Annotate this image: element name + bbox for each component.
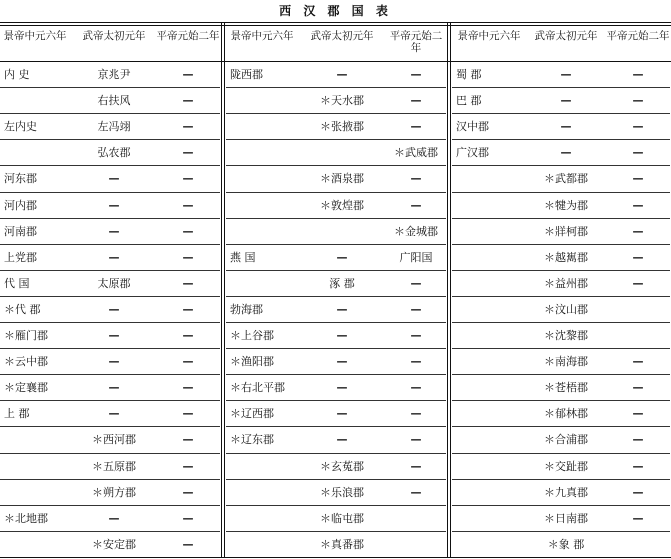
table-cell: — xyxy=(336,302,348,316)
table-cell: 弘农郡 xyxy=(97,146,131,160)
table-cell: — xyxy=(410,433,422,447)
table-cell: ＊右北平郡 xyxy=(230,381,285,395)
table-cell: ＊天水郡 xyxy=(320,94,364,108)
table-cell: ＊张掖郡 xyxy=(320,120,364,134)
table-cell: ＊辽东郡 xyxy=(230,433,274,447)
table-cell: — xyxy=(108,329,120,342)
table-cell: — xyxy=(182,459,194,473)
table-cell: 上 郡 xyxy=(4,407,30,421)
header-cell: 平帝元始二年 xyxy=(606,30,670,42)
table-cell: 上党郡 xyxy=(4,250,37,264)
table-cell: ＊临屯郡 xyxy=(320,511,364,525)
table-cell: — xyxy=(108,172,120,186)
table-cell: ＊郁林郡 xyxy=(544,407,588,421)
table-cell: ＊雁门郡 xyxy=(4,329,48,342)
table-cell: — xyxy=(108,198,120,212)
table-cell: ＊酒泉郡 xyxy=(320,172,364,186)
table-cell: — xyxy=(632,198,644,212)
table-cell: ＊益州郡 xyxy=(544,276,588,290)
table-cell: — xyxy=(632,407,644,421)
table-cell: ＊越嶲郡 xyxy=(544,250,588,264)
table-cell: — xyxy=(560,120,572,134)
header-cell: 景帝中元六年 xyxy=(230,30,294,42)
block-separator xyxy=(450,22,451,558)
table-cell: — xyxy=(182,355,194,369)
table-cell: — xyxy=(182,407,194,421)
table-cell: ＊辽西郡 xyxy=(230,407,274,421)
table-cell: — xyxy=(336,250,348,264)
table-cell: — xyxy=(410,68,422,81)
table-cell: 河南郡 xyxy=(4,224,37,238)
table-cell: 左冯翊 xyxy=(97,120,131,134)
table-cell: — xyxy=(182,94,194,108)
table-cell: — xyxy=(182,511,194,525)
table-title: 西 汉 郡 国 表 xyxy=(279,4,392,18)
table-cell: — xyxy=(108,224,120,238)
table-cell: — xyxy=(182,302,194,316)
row-rule xyxy=(226,557,446,558)
table-cell: — xyxy=(336,329,348,342)
table-cell: — xyxy=(336,407,348,421)
table-cell: — xyxy=(182,120,194,134)
table-cell: ＊云中郡 xyxy=(4,355,48,369)
block-separator xyxy=(447,22,448,558)
table-top-rule xyxy=(0,22,671,23)
table-cell: — xyxy=(108,355,120,369)
table-cell: — xyxy=(410,120,422,134)
table-cell: — xyxy=(410,172,422,186)
table-cell: ＊金城郡 xyxy=(394,224,438,238)
table-cell: ＊定襄郡 xyxy=(4,381,48,395)
table-cell: — xyxy=(632,459,644,473)
table-cell: ＊朔方郡 xyxy=(92,485,136,499)
table-cell: — xyxy=(632,224,644,238)
table-cell: ＊交趾郡 xyxy=(544,459,588,473)
header-cell: 景帝中元六年 xyxy=(457,30,521,42)
table-cell: — xyxy=(632,146,644,160)
table-cell: — xyxy=(632,172,644,186)
header-cell: 武帝太初元年 xyxy=(310,30,374,42)
table-cell: — xyxy=(410,302,422,316)
table-cell: — xyxy=(336,381,348,395)
table-cell: ＊苍梧郡 xyxy=(544,381,588,395)
table-cell: 太原郡 xyxy=(97,276,131,290)
table-cell: 蜀 郡 xyxy=(456,68,482,81)
table-cell: — xyxy=(410,198,422,212)
table-cell: — xyxy=(336,433,348,447)
table-cell: — xyxy=(632,94,644,108)
row-rule xyxy=(452,557,670,558)
table-cell: ＊武威郡 xyxy=(394,146,438,160)
table-cell: ＊合浦郡 xyxy=(544,433,588,447)
table-cell: ＊真番郡 xyxy=(320,537,364,551)
block-separator xyxy=(224,22,225,558)
table-cell: — xyxy=(336,355,348,369)
table-cell: — xyxy=(632,250,644,264)
table-cell: ＊敦煌郡 xyxy=(320,198,364,212)
table-cell: — xyxy=(182,198,194,212)
header-cell: 武帝太初元年 xyxy=(534,30,598,42)
table-cell: 左内史 xyxy=(4,120,37,134)
table-cell: — xyxy=(632,276,644,290)
table-cell: ＊代 郡 xyxy=(4,302,41,316)
table-cell: — xyxy=(182,224,194,238)
table-cell: — xyxy=(410,355,422,369)
table-cell: 右扶风 xyxy=(97,94,131,108)
table-cell: ＊沈黎郡 xyxy=(544,329,588,342)
table-cell: — xyxy=(410,485,422,499)
table-cell: 巴 郡 xyxy=(456,94,482,108)
table-cell: ＊日南郡 xyxy=(544,511,588,525)
table-cell: ＊南海郡 xyxy=(544,355,588,369)
table-top-rule-inner xyxy=(0,25,671,26)
row-rule xyxy=(0,557,220,558)
table-cell: — xyxy=(108,250,120,264)
header-cell: 景帝中元六年 xyxy=(3,30,67,42)
table-cell: 陇西郡 xyxy=(230,68,263,81)
table-cell: — xyxy=(410,407,422,421)
table-cell: — xyxy=(632,511,644,525)
table-cell: ＊乐浪郡 xyxy=(320,485,364,499)
table-cell: — xyxy=(632,355,644,369)
table-cell: 河东郡 xyxy=(4,172,37,186)
table-cell: — xyxy=(560,94,572,108)
table-cell: — xyxy=(182,537,194,551)
table-cell: — xyxy=(632,381,644,395)
table-cell: ＊上谷郡 xyxy=(230,329,274,342)
table-cell: — xyxy=(182,433,194,447)
table-cell: — xyxy=(632,120,644,134)
table-cell: ＊西河郡 xyxy=(92,433,136,447)
block-separator xyxy=(221,22,222,558)
table-cell: — xyxy=(410,459,422,473)
table-cell: ＊玄菟郡 xyxy=(320,459,364,473)
table-cell: ＊渔阳郡 xyxy=(230,355,274,369)
table-cell: — xyxy=(108,302,120,316)
header-cell: 武帝太初元年 xyxy=(82,30,146,42)
table-cell: — xyxy=(336,68,348,81)
table-cell: 广阳国 xyxy=(399,250,433,264)
header-cell: 平帝元始二年 xyxy=(389,30,443,54)
table-cell: ＊象 郡 xyxy=(547,537,585,551)
table-cell: — xyxy=(182,250,194,264)
table-cell: ＊牂柯郡 xyxy=(544,224,588,238)
table-cell: 河内郡 xyxy=(4,198,37,212)
table-cell: 代 国 xyxy=(4,276,30,290)
table-cell: — xyxy=(632,485,644,499)
table-cell: — xyxy=(182,276,194,290)
table-cell: — xyxy=(108,511,120,525)
table-cell: — xyxy=(182,485,194,499)
table-cell: — xyxy=(182,381,194,395)
table-cell: 涿 郡 xyxy=(329,276,355,290)
table-cell: 勃海郡 xyxy=(230,302,263,316)
table-cell: ＊武都郡 xyxy=(544,172,588,186)
table-cell: — xyxy=(182,172,194,186)
table-cell: ＊九真郡 xyxy=(544,485,588,499)
table-cell: 京兆尹 xyxy=(97,68,131,81)
table-cell: — xyxy=(410,381,422,395)
table-cell: — xyxy=(560,146,572,160)
table-cell: 燕 国 xyxy=(230,250,256,264)
table-cell: ＊汶山郡 xyxy=(544,302,588,316)
table-cell: — xyxy=(108,381,120,395)
table-cell: — xyxy=(182,68,194,81)
table-cell: ＊犍为郡 xyxy=(544,198,588,212)
table-cell: 广汉郡 xyxy=(456,146,489,160)
table-cell: — xyxy=(632,433,644,447)
table-cell: 内 史 xyxy=(4,68,30,81)
table-cell: — xyxy=(108,407,120,421)
table-cell: 汉中郡 xyxy=(456,120,489,134)
table-cell: — xyxy=(410,94,422,108)
table-cell: — xyxy=(560,68,572,81)
header-cell: 平帝元始二年 xyxy=(156,30,220,42)
table-cell: — xyxy=(182,329,194,342)
table-cell: — xyxy=(632,68,644,81)
table-cell: — xyxy=(410,329,422,342)
table-cell: — xyxy=(410,276,422,290)
table-cell: — xyxy=(182,146,194,160)
table-cell: ＊五原郡 xyxy=(92,459,136,473)
table-cell: ＊安定郡 xyxy=(92,537,136,551)
table-cell: ＊北地郡 xyxy=(4,511,48,525)
